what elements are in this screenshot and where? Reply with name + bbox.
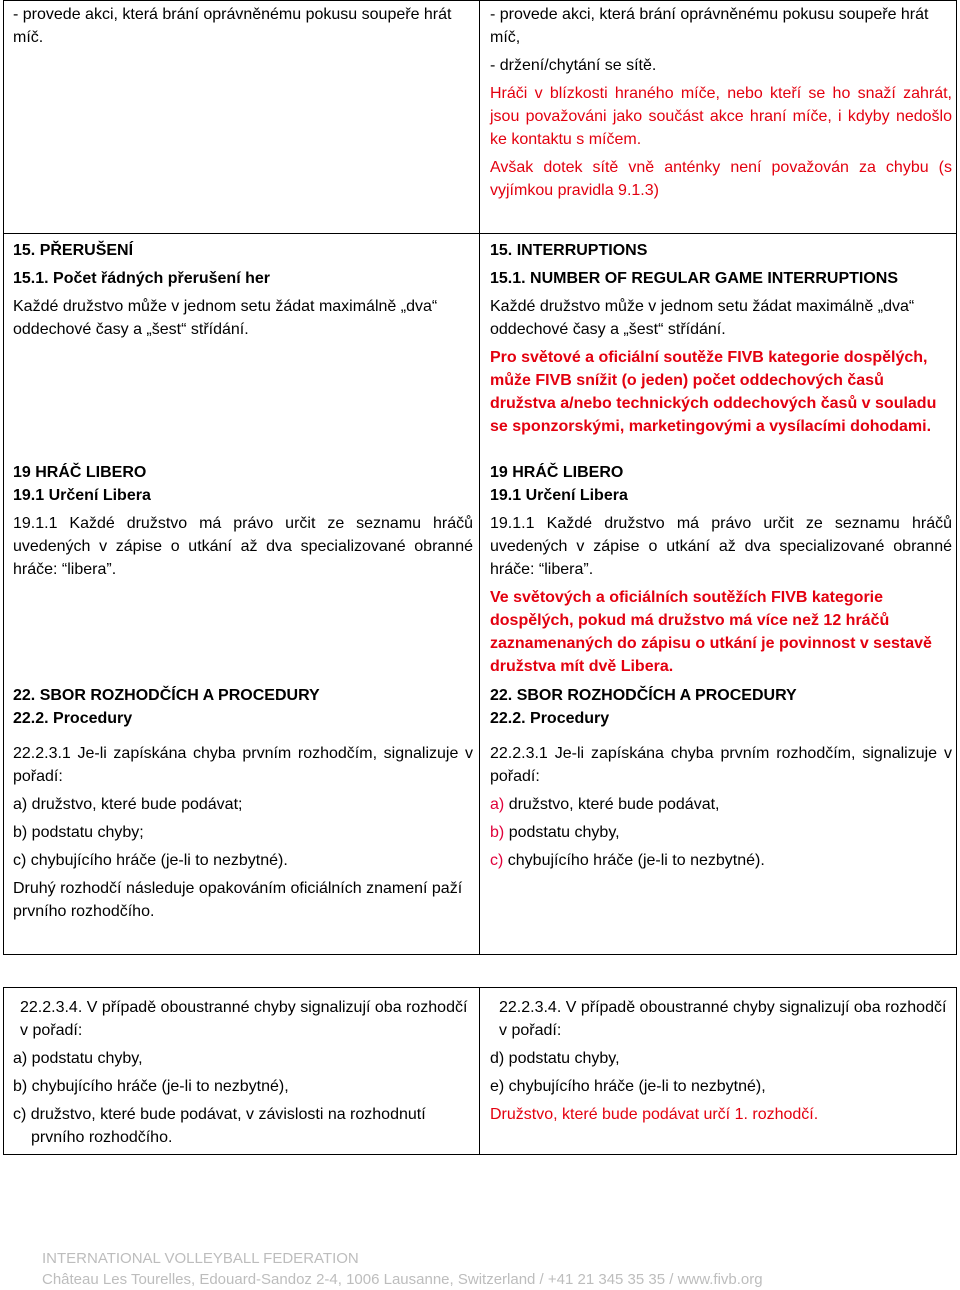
procedure-item-b: b) podstatu chyby; [13, 824, 144, 841]
fivb-amendment-text: Družstvo, které bude podávat určí 1. rozhodčí. [490, 1106, 819, 1123]
row2-right-cell [490, 239, 952, 443]
procedure-item-c: c) chybujícího hráče (je-li to nezbytné). [13, 852, 288, 869]
procedure-note: Druhý rozhodčí následuje opakováním oficiálních znamení paží prvního rozhodčího. [13, 880, 463, 920]
row1-right-line-2: - držení/chytání se sítě. [490, 57, 657, 74]
subsection-heading: 15.1. Počet řádných přerušení her [13, 270, 270, 287]
section-heading: 15. INTERRUPTIONS [490, 242, 648, 259]
subsection-heading: 22.2. Procedury [13, 710, 133, 727]
row1-right-cell [490, 3, 952, 207]
double-fault-item-c: c) družstvo, které bude podávat, v závislosti na rozhodnutí prvního rozhodčího. [13, 1106, 426, 1146]
double-fault-intro: 22.2.3.4. V případě oboustranné chyby signalizují oba rozhodčí v pořadí: [499, 999, 947, 1039]
row2-left-cell [13, 239, 473, 346]
row3-right-cell [490, 461, 952, 683]
row4-right-cell [490, 684, 952, 877]
page-footer [42, 1248, 763, 1290]
fivb-amendment-text: Ve světových a oficiálních soutěžích FIVB kategorie dospělých, pokud má družstvo má více než 12 hráčů zaznamenaných do zápisu o utkání je povinnost v sestavě družstva mít dvě Libera. [490, 589, 932, 675]
double-fault-item-b: b) chybujícího hráče (je-li to nezbytné), [13, 1078, 289, 1095]
procedure-item-a: a) družstvo, které bude podávat; [13, 796, 243, 813]
row1-right-line-1: - provede akci, která brání oprávněnému pokusu soupeře hrát míč, [490, 6, 929, 46]
row1-right-red-1: Hráči v blízkosti hraného míče, nebo kteří se ho snaží zahrát, jsou považováni jako součást akce hraní míče, i kdyby nedošlo ke kontaktu s míčem. [490, 85, 952, 148]
rule-text: Každé družstvo může v jednom setu žádat maximálně „dva“ oddechové časy a „šest“ střídání. [490, 298, 915, 338]
row-divider [4, 233, 956, 234]
row1-right-red-2: Avšak dotek sítě vně anténky není považován za chybu (s vyjímkou pravidla 9.1.3) [490, 159, 952, 199]
subsection-heading: 22.2. Procedury [490, 710, 610, 727]
footer-organization: INTERNATIONAL VOLLEYBALL FEDERATION [42, 1250, 359, 1267]
row1-left-cell [13, 3, 473, 54]
procedure-item-a: a) družstvo, které bude podávat, [490, 796, 720, 813]
footer-address: Château Les Tourelles, Edouard-Sandoz 2-4, 1006 Lausanne, Switzerland / +41 21 345 35 35 / www.fivb.org [42, 1271, 763, 1288]
table2-left-cell [13, 996, 473, 1154]
column-divider [479, 988, 480, 1154]
section-heading: 22. SBOR ROZHODČÍCH A PROCEDURY [490, 687, 797, 704]
section-heading: 19 HRÁČ LIBERO [490, 464, 624, 481]
procedure-item-b: b) podstatu chyby, [490, 824, 620, 841]
rule-text: 19.1.1 Každé družstvo má právo určit ze seznamu hráčů uvedených v zápise o utkání až dva specializované obranné hráče: “libera”. [490, 515, 952, 578]
procedure-intro: 22.2.3.1 Je-li zapískána chyba prvním rozhodčím, signalizuje v pořadí: [490, 745, 952, 785]
double-fault-item-d: d) podstatu chyby, [490, 1050, 620, 1067]
procedure-item-c: c) chybujícího hráče (je-li to nezbytné). [490, 852, 765, 869]
section-heading: 15. PŘERUŠENÍ [13, 242, 134, 259]
row1-left-text: - provede akci, která brání oprávněnému pokusu soupeře hrát míč. [13, 6, 452, 46]
double-fault-item-e: e) chybujícího hráče (je-li to nezbytné), [490, 1078, 766, 1095]
section-heading: 19 HRÁČ LIBERO [13, 464, 147, 481]
row3-left-cell [13, 461, 473, 586]
column-divider [479, 1, 480, 954]
double-fault-item-a: a) podstatu chyby, [13, 1050, 143, 1067]
double-fault-intro: 22.2.3.4. V případě oboustranné chyby signalizují oba rozhodčí v pořadí: [20, 999, 468, 1039]
row4-left-cell [13, 684, 473, 928]
fivb-amendment-text: Pro světové a oficiální soutěže FIVB kategorie dospělých, může FIVB snížit (o jeden) počet oddechových časů družstva a/nebo technických oddechových časů v souladu se sponzorskými, marketingovými a vysílacími dohodami. [490, 349, 937, 435]
comparison-table [3, 0, 957, 955]
subsection-heading: 15.1. NUMBER OF REGULAR GAME INTERRUPTIONS [490, 270, 899, 287]
rule-text: 19.1.1 Každé družstvo má právo určit ze seznamu hráčů uvedených v zápise o utkání až dva specializované obranné hráče: “libera”. [13, 515, 473, 578]
subsection-heading: 19.1 Určení Libera [13, 487, 151, 504]
subsection-heading: 19.1 Určení Libera [490, 487, 628, 504]
rule-text: Každé družstvo může v jednom setu žádat maximálně „dva“ oddechové časy a „šest“ střídání. [13, 298, 438, 338]
comparison-table-2 [3, 987, 957, 1155]
table2-right-cell [490, 996, 952, 1131]
section-heading: 22. SBOR ROZHODČÍCH A PROCEDURY [13, 687, 320, 704]
procedure-intro: 22.2.3.1 Je-li zapískána chyba prvním rozhodčím, signalizuje v pořadí: [13, 745, 473, 785]
